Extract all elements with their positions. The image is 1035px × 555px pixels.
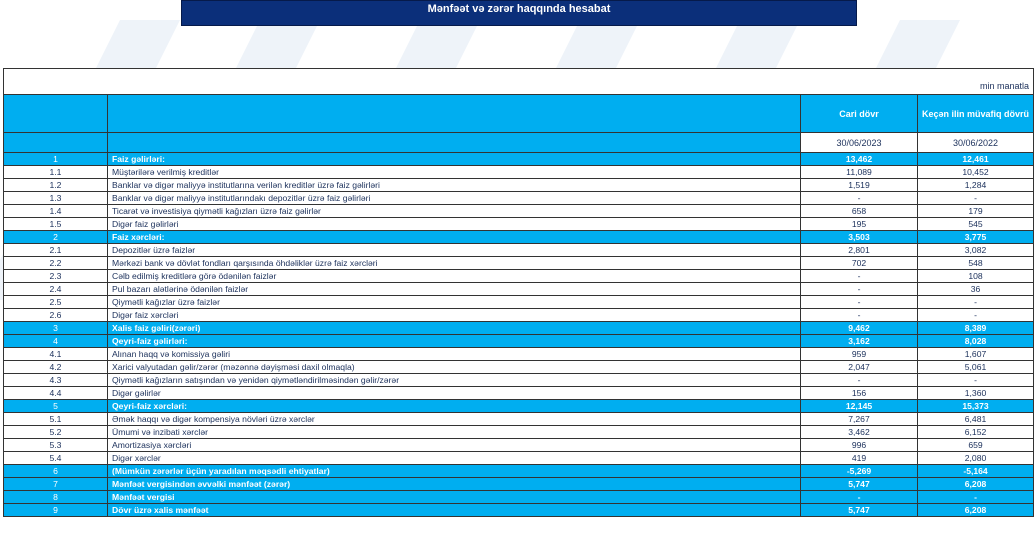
header-blank-no: [4, 95, 108, 133]
table-row: [4, 244, 1034, 257]
table-row: [4, 426, 1034, 439]
row-number: 1: [4, 153, 108, 166]
row-number: 5.3: [4, 439, 108, 452]
table-row: [4, 439, 1034, 452]
row-label: Banklar və digər maliyyə institutlarındakı depozitlər üzrə faiz gəlirləri: [108, 192, 801, 205]
row-label: Xalis faiz gəliri(zərəri): [108, 322, 801, 335]
table-row: [4, 309, 1034, 322]
row-number: 2.4: [4, 283, 108, 296]
row-previous-value: 6,208: [918, 504, 1034, 517]
row-label: Digər faiz gəlirləri: [108, 218, 801, 231]
row-number: 6: [4, 465, 108, 478]
row-label: Faiz gəlirləri:: [108, 153, 801, 166]
row-current-value: 13,462: [801, 153, 918, 166]
row-current-value: 7,267: [801, 413, 918, 426]
row-number: 4.2: [4, 361, 108, 374]
table-row: [4, 387, 1034, 400]
row-previous-value: 6,152: [918, 426, 1034, 439]
row-previous-value: -5,164: [918, 465, 1034, 478]
header-row: [4, 95, 1034, 133]
row-current-value: -: [801, 192, 918, 205]
row-label: Digər xərclər: [108, 452, 801, 465]
table-row: [4, 283, 1034, 296]
row-current-value: 996: [801, 439, 918, 452]
date-row: [4, 133, 1034, 153]
row-current-value: 195: [801, 218, 918, 231]
row-label: Müştərilərə verilmiş kreditlər: [108, 166, 801, 179]
row-number: 2.2: [4, 257, 108, 270]
row-current-value: 702: [801, 257, 918, 270]
row-label: Qeyri-faiz xərcləri:: [108, 400, 801, 413]
row-previous-value: 6,481: [918, 413, 1034, 426]
row-number: 1.4: [4, 205, 108, 218]
unit-label: min manatla: [4, 69, 1034, 95]
row-number: 2.5: [4, 296, 108, 309]
header-blank-label: [108, 95, 801, 133]
row-number: 1.1: [4, 166, 108, 179]
row-current-value: 12,145: [801, 400, 918, 413]
row-previous-value: 545: [918, 218, 1034, 231]
row-label: Əmək haqqı və digər kompensiya növləri üzrə xərclər: [108, 413, 801, 426]
row-previous-value: 12,461: [918, 153, 1034, 166]
row-number: 5.1: [4, 413, 108, 426]
row-number: 8: [4, 491, 108, 504]
row-current-value: -5,269: [801, 465, 918, 478]
table-row: [4, 205, 1034, 218]
row-current-value: 2,801: [801, 244, 918, 257]
row-current-value: 5,747: [801, 504, 918, 517]
row-label: Qeyri-faiz gəlirləri:: [108, 335, 801, 348]
row-label: Mənfəət vergisindən əvvəlki mənfəət (zərər): [108, 478, 801, 491]
row-previous-value: 5,061: [918, 361, 1034, 374]
row-label: Qiymətli kağızların satışından və yenidən qiymətləndirilməsindən gəlir/zərər: [108, 374, 801, 387]
table-row: [4, 166, 1034, 179]
row-previous-value: 8,028: [918, 335, 1034, 348]
table-row: [4, 296, 1034, 309]
row-previous-value: 108: [918, 270, 1034, 283]
row-label: Alınan haqq və komissiya gəliri: [108, 348, 801, 361]
row-label: Pul bazarı alətlərinə ödənilən faizlər: [108, 283, 801, 296]
row-previous-value: 3,775: [918, 231, 1034, 244]
row-current-value: 3,462: [801, 426, 918, 439]
row-current-value: -: [801, 491, 918, 504]
row-previous-value: -: [918, 491, 1034, 504]
row-previous-value: 548: [918, 257, 1034, 270]
table-row: [4, 322, 1034, 335]
previous-date: 30/06/2022: [918, 133, 1034, 153]
row-current-value: 9,462: [801, 322, 918, 335]
row-previous-value: -: [918, 374, 1034, 387]
row-number: 5.4: [4, 452, 108, 465]
row-number: 2.3: [4, 270, 108, 283]
row-current-value: 1,519: [801, 179, 918, 192]
row-number: 4.4: [4, 387, 108, 400]
row-number: 7: [4, 478, 108, 491]
header-current: Cari dövr: [801, 95, 918, 133]
row-current-value: 3,503: [801, 231, 918, 244]
row-current-value: 3,162: [801, 335, 918, 348]
row-current-value: -: [801, 270, 918, 283]
row-current-value: 2,047: [801, 361, 918, 374]
row-number: 5: [4, 400, 108, 413]
row-number: 2.6: [4, 309, 108, 322]
row-current-value: -: [801, 283, 918, 296]
table-row: [4, 257, 1034, 270]
row-previous-value: 2,080: [918, 452, 1034, 465]
row-previous-value: -: [918, 309, 1034, 322]
row-current-value: 959: [801, 348, 918, 361]
row-current-value: 658: [801, 205, 918, 218]
row-number: 2.1: [4, 244, 108, 257]
row-label: Xarici valyutadan gəlir/zərər (məzənnə dəyişməsi daxil olmaqla): [108, 361, 801, 374]
row-previous-value: 8,389: [918, 322, 1034, 335]
row-number: 3: [4, 322, 108, 335]
row-label: Dövr üzrə xalis mənfəət: [108, 504, 801, 517]
table-row: [4, 504, 1034, 517]
table-row: [4, 335, 1034, 348]
row-number: 4.1: [4, 348, 108, 361]
row-current-value: -: [801, 309, 918, 322]
table-row: [4, 374, 1034, 387]
row-previous-value: 1,607: [918, 348, 1034, 361]
table-row: [4, 361, 1034, 374]
table-row: [4, 218, 1034, 231]
row-label: Cəlb edilmiş kreditlərə görə ödənilən faizlər: [108, 270, 801, 283]
row-number: 9: [4, 504, 108, 517]
table-row: [4, 153, 1034, 166]
row-current-value: -: [801, 296, 918, 309]
row-previous-value: 10,452: [918, 166, 1034, 179]
row-current-value: 11,089: [801, 166, 918, 179]
header-previous: Keçən ilin müvafiq dövrü: [918, 95, 1034, 133]
row-label: Faiz xərcləri:: [108, 231, 801, 244]
row-previous-value: 1,360: [918, 387, 1034, 400]
row-label: Qiymətli kağızlar üzrə faizlər: [108, 296, 801, 309]
row-label: Digər faiz xərcləri: [108, 309, 801, 322]
row-current-value: 5,747: [801, 478, 918, 491]
row-number: 2: [4, 231, 108, 244]
income-statement-table: [3, 68, 1034, 517]
row-previous-value: 36: [918, 283, 1034, 296]
table-row: [4, 270, 1034, 283]
row-previous-value: 6,208: [918, 478, 1034, 491]
row-previous-value: 179: [918, 205, 1034, 218]
row-number: 4: [4, 335, 108, 348]
row-label: Mənfəət vergisi: [108, 491, 801, 504]
table-row: [4, 400, 1034, 413]
report-title: Mənfəət və zərər haqqında hesabat: [181, 0, 857, 26]
row-current-value: 156: [801, 387, 918, 400]
date-blank-label: [108, 133, 801, 153]
row-previous-value: 659: [918, 439, 1034, 452]
date-blank-no: [4, 133, 108, 153]
table-row: [4, 348, 1034, 361]
row-label: Ticarət və investisiya qiymətli kağızları üzrə faiz gəlirlər: [108, 205, 801, 218]
row-previous-value: -: [918, 296, 1034, 309]
row-current-value: 419: [801, 452, 918, 465]
row-label: Depozitlər üzrə faizlər: [108, 244, 801, 257]
row-previous-value: 3,082: [918, 244, 1034, 257]
row-label: (Mümkün zərərlər üçün yaradılan məqsədli ehtiyatlar): [108, 465, 801, 478]
row-label: Amortizasiya xərcləri: [108, 439, 801, 452]
row-previous-value: -: [918, 192, 1034, 205]
table-row: [4, 478, 1034, 491]
row-previous-value: 1,284: [918, 179, 1034, 192]
table-row: [4, 192, 1034, 205]
row-current-value: -: [801, 374, 918, 387]
row-number: 1.2: [4, 179, 108, 192]
table-row: [4, 452, 1034, 465]
row-label: Banklar və digər maliyyə institutlarına verilən kreditlər üzrə faiz gəlirləri: [108, 179, 801, 192]
row-number: 1.3: [4, 192, 108, 205]
table-row: [4, 413, 1034, 426]
table-row: [4, 465, 1034, 478]
row-label: Digər gəlirlər: [108, 387, 801, 400]
row-label: Mərkəzi bank və dövlət fondları qarşısında öhdəliklər üzrə faiz xərcləri: [108, 257, 801, 270]
row-previous-value: 15,373: [918, 400, 1034, 413]
row-label: Ümumi və inzibati xərclər: [108, 426, 801, 439]
table-row: [4, 491, 1034, 504]
current-date: 30/06/2023: [801, 133, 918, 153]
table-row: [4, 179, 1034, 192]
row-number: 5.2: [4, 426, 108, 439]
row-number: 4.3: [4, 374, 108, 387]
table-row: [4, 231, 1034, 244]
row-number: 1.5: [4, 218, 108, 231]
